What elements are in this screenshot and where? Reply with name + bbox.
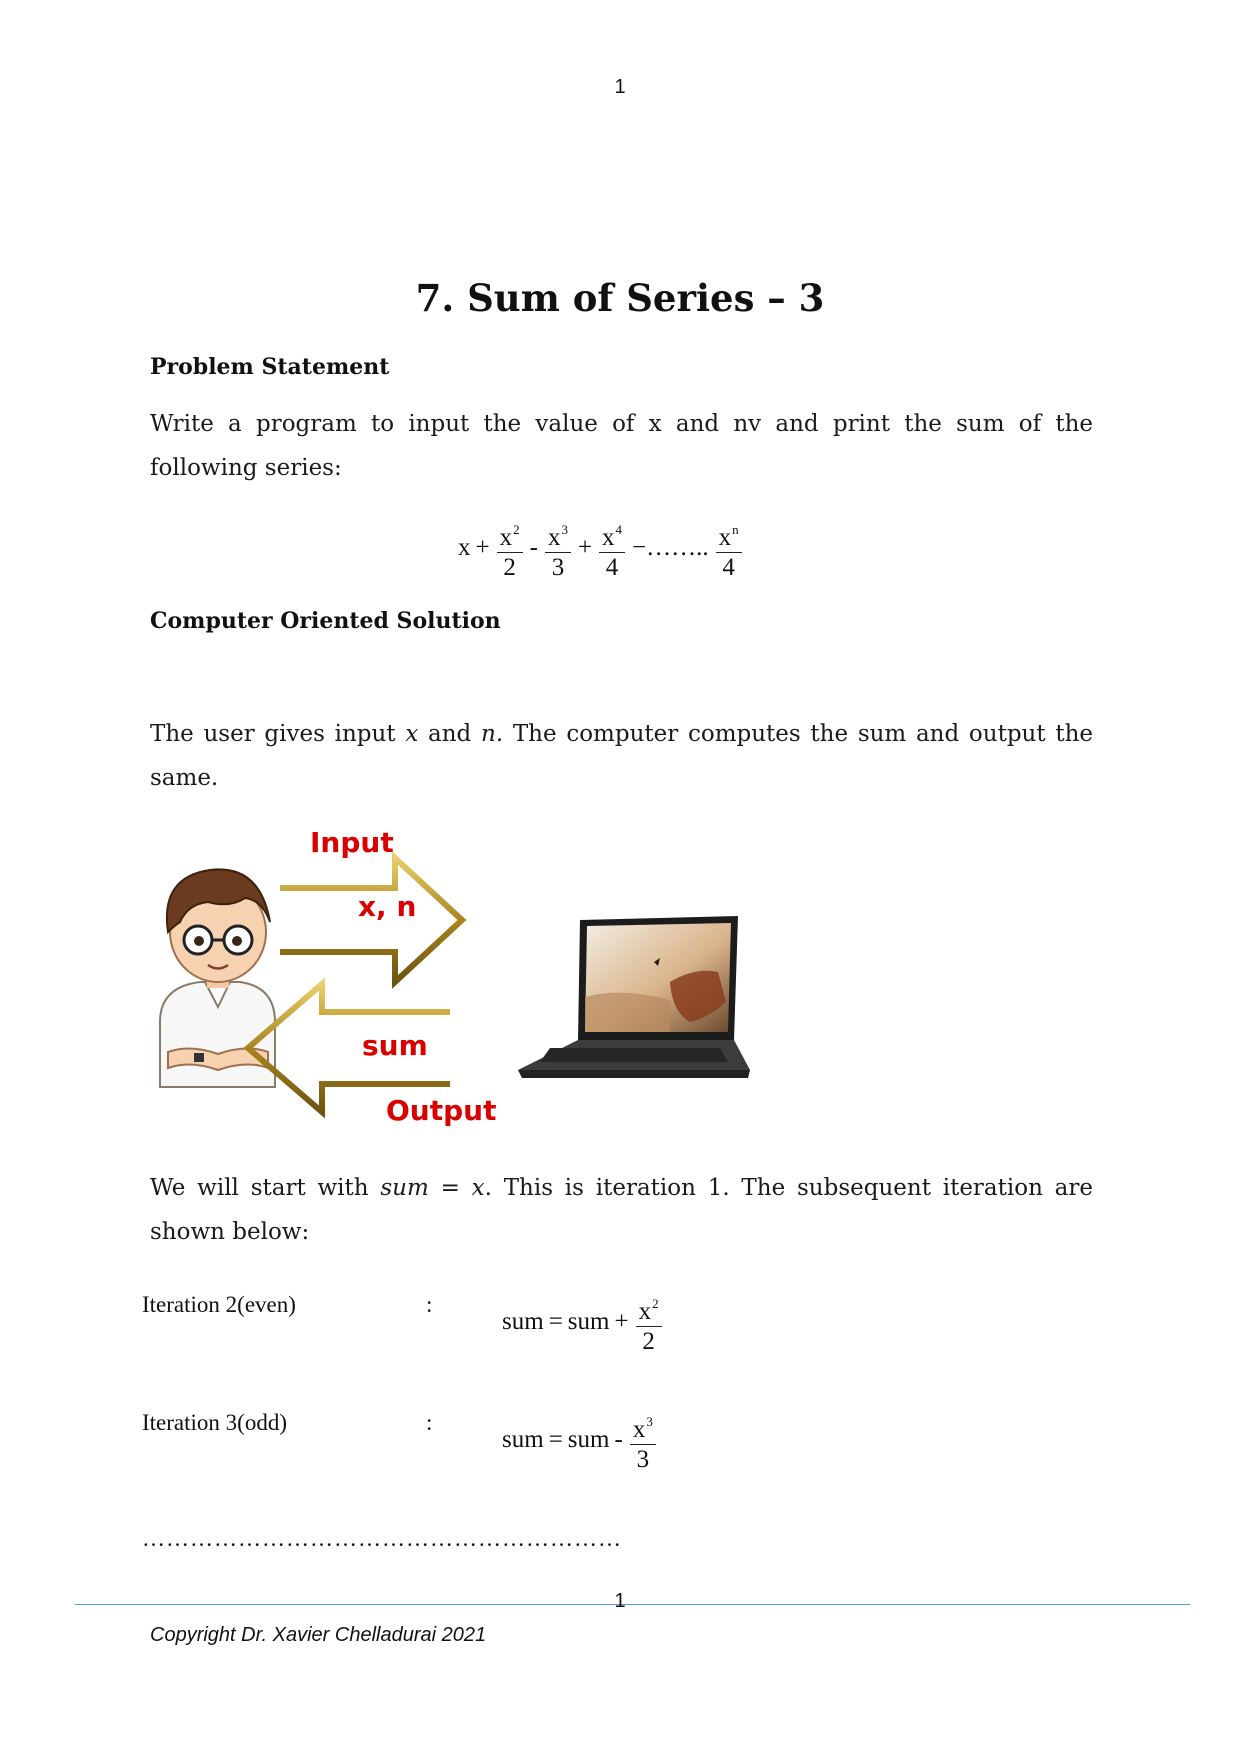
term-exp: 3	[561, 522, 568, 537]
formula-op: -	[614, 1426, 623, 1454]
problem-heading: Problem Statement	[150, 354, 390, 380]
term-base: x	[638, 1298, 652, 1325]
term-base: x	[499, 524, 513, 551]
iteration-formula	[502, 1410, 658, 1473]
page-title: 7. Sum of Series – 3	[415, 276, 825, 320]
series-term	[599, 518, 625, 581]
problem-text: Write a program to input the value of x and nv and print the sum of the following series:	[150, 411, 1093, 481]
series-term	[716, 518, 742, 581]
text-run-italic: x	[471, 1175, 485, 1201]
formula-lhs: sum	[502, 1308, 544, 1336]
text-run: and	[418, 721, 481, 747]
page-number-top: 1	[614, 76, 626, 98]
term-den: 2	[503, 554, 516, 581]
formula-term	[630, 1410, 656, 1473]
term-exp: 2	[652, 1296, 659, 1311]
term-exp: n	[732, 522, 739, 537]
output-var-label: sum	[362, 1029, 428, 1062]
term-den: 4	[605, 554, 619, 581]
series-first-term: x	[458, 534, 471, 562]
laptop-icon	[518, 916, 750, 1078]
term-exp: 2	[513, 522, 520, 537]
text-run-italic: n.	[481, 721, 504, 747]
formula-eq: =	[548, 1426, 563, 1454]
iteration-formula	[502, 1292, 664, 1355]
formula-rhs: sum	[567, 1308, 610, 1336]
text-run: We will start with	[150, 1175, 381, 1201]
series-formula	[458, 518, 744, 581]
text-run: . This is iteration 1. The subsequent iteration are shown below:	[150, 1175, 1093, 1245]
series-op: -	[529, 534, 538, 562]
iteration-colon: :	[426, 1410, 433, 1435]
term-base: x	[632, 1416, 646, 1443]
solution-heading: Computer Oriented Solution	[150, 608, 501, 634]
formula-op: +	[614, 1308, 629, 1336]
series-op: +	[475, 534, 490, 562]
input-arrow-icon	[244, 858, 462, 982]
term-base: x	[718, 524, 732, 551]
iterations-intro	[150, 1166, 1093, 1254]
term-den: 3	[551, 554, 565, 581]
continuation-dots: ……………………………………………………	[142, 1526, 622, 1551]
term-base: x	[602, 524, 615, 551]
term-den: 4	[722, 554, 735, 581]
output-label: Output	[386, 1094, 497, 1127]
page-number-footer: 1	[614, 1590, 626, 1612]
iteration-label: Iteration 2(even)	[142, 1292, 296, 1317]
term-den: 3	[636, 1446, 650, 1473]
text-run: The computer computes the sum and output the same.	[150, 721, 1093, 791]
copyright-text: Copyright Dr. Xavier Chelladurai 2021	[150, 1624, 487, 1646]
input-output-figure	[150, 822, 750, 1142]
iteration-label: Iteration 3(odd)	[142, 1410, 287, 1435]
input-label: Input	[310, 826, 394, 859]
formula-term	[636, 1292, 662, 1355]
text-run: =	[428, 1175, 472, 1201]
series-term	[497, 518, 523, 581]
text-run-italic: sum	[380, 1175, 429, 1201]
formula-rhs: sum	[567, 1426, 610, 1454]
text-run: The user gives input	[150, 721, 406, 747]
term-exp: 3	[646, 1414, 653, 1429]
term-base: x	[547, 524, 561, 551]
input-vars-label: x, n	[358, 890, 417, 923]
solution-text	[150, 712, 1093, 800]
term-den: 2	[642, 1328, 655, 1355]
series-op: −……..	[632, 534, 709, 562]
iteration-colon: :	[426, 1292, 433, 1317]
formula-lhs: sum	[502, 1426, 544, 1454]
formula-eq: =	[548, 1308, 563, 1336]
term-exp: 4	[615, 522, 623, 537]
series-term	[545, 518, 571, 581]
series-op: +	[577, 534, 593, 562]
text-run-italic: x	[405, 721, 419, 747]
